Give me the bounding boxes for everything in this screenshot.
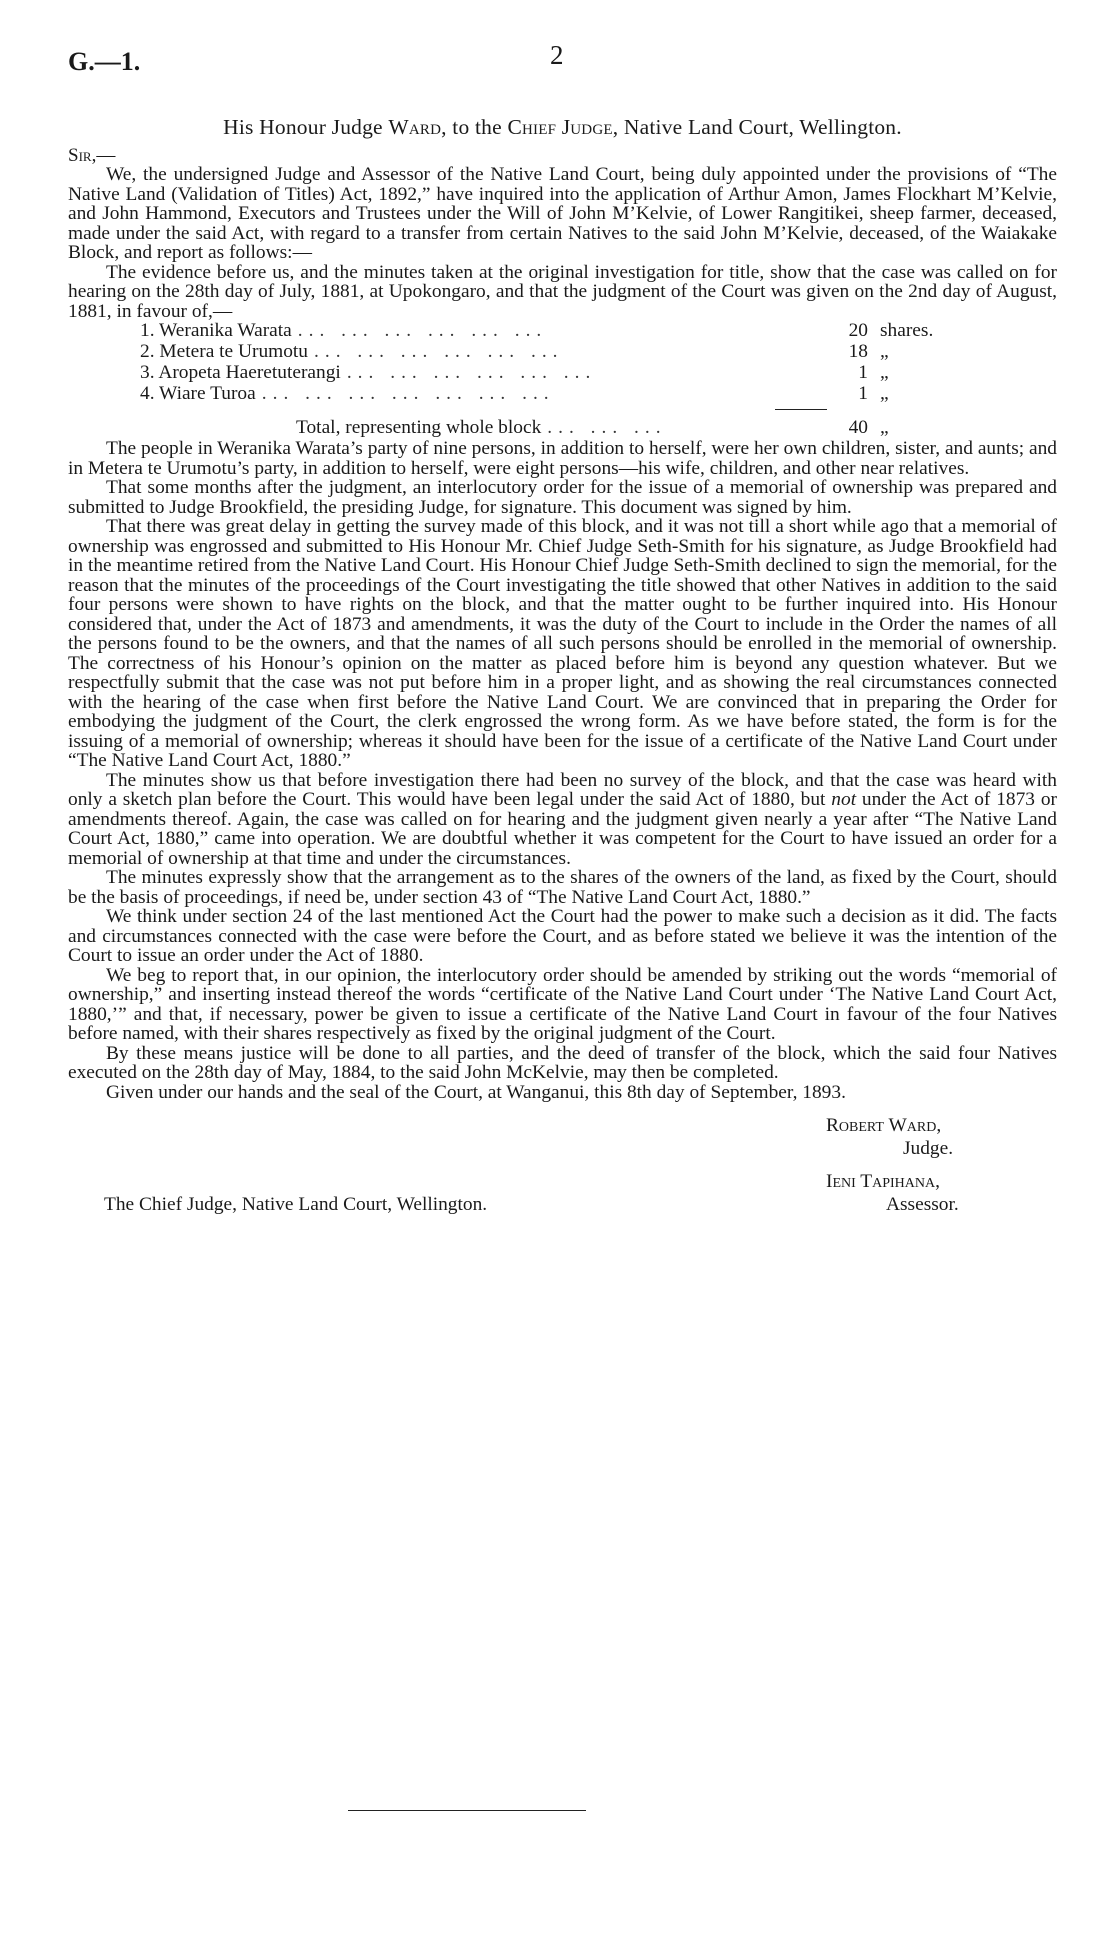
leader-dots: ... ... ... ... ... ... — [314, 342, 564, 362]
salutation: Sir,— — [68, 144, 116, 166]
letter-heading — [68, 115, 1057, 139]
paragraph-10: By these means justice will be done to all parties, and the deed of transfer of the block, which the said four Natives executed on the 28th day of May, 1884, to the said John McKelvie, may then be completed. — [68, 1042, 1057, 1083]
share-owner: 3. Aropeta Haeretuterangi — [140, 362, 341, 383]
judge-title: Judge. — [903, 1138, 954, 1159]
total-label: Total, representing whole block — [296, 417, 542, 438]
share-count: 18 — [848, 341, 868, 362]
share-row — [140, 384, 980, 405]
heading-prefix: His Honour Judge — [223, 115, 389, 139]
share-unit: „ — [880, 362, 889, 383]
paragraph-4: That some months after the judgment, an interlocutory order for the issue of a memorial of ownership was prepared and submitted to Judge Brookfield, the presiding Judge, for signature. This document was signed by him. — [68, 477, 1057, 518]
share-unit: „ — [880, 383, 889, 404]
judge-name: Robert Ward, — [826, 1115, 942, 1136]
paragraph-7: The minutes expressly show that the arrangement as to the shares of the owners of the land, as fixed by the Court, should be the basis of proceedings, if need be, under section 43 of “The Native Land Court Act, 1880.” — [68, 867, 1057, 908]
leader-dots: ... ... ... — [547, 418, 667, 438]
paragraph-3: The people in Weranika Warata’s party of nine persons, in addition to herself, were her own children, sister, and aunts; and in Metera te Urumotu’s party, in addition to herself, were eight persons—his wife, children, and other near relatives. — [68, 438, 1057, 479]
paragraph-6-part-a: The minutes show us that before investigation there had been no survey of the block, and that the case was heard with only a sketch plan before the Court. This would have been legal under the said Act of 1880, but — [68, 769, 1057, 810]
document-page — [0, 40, 1114, 1954]
leader-dots: ... ... ... ... ... ... — [346, 363, 597, 383]
paragraph-6-part-b: under the Act of 1873 or amendments thereof. Again, the case was called on for hearing and the judgment given nearly a year after “The Native Land Court Act, 1880,” came into operation. We are doubtful whether it was competent for the Court to have issued an order for a memorial of ownership at that time and under the circumstances. — [68, 789, 1057, 869]
paragraph-8: We think under section 24 of the last mentioned Act the Court had the power to make such a decision as it did. The facts and circumstances connected with the case were before the Court, and as before stated we believe it was the intention of the Court to issue an order under the Act of 1880. — [68, 906, 1057, 966]
shares-table — [140, 321, 980, 405]
closing-rule — [348, 1810, 586, 1811]
share-owner: 1. Weranika Warata — [140, 320, 292, 341]
total-row — [296, 418, 980, 439]
total-count: 40 — [848, 417, 868, 438]
paragraph-6-emphasis: not — [831, 789, 857, 810]
signature-block — [68, 1116, 1057, 1246]
share-count: 1 — [858, 383, 868, 404]
total-rule — [775, 409, 827, 418]
paragraph-1: We, the undersigned Judge and Assessor of the Native Land Court, being duly appointed under the provisions of “The Native Land (Validation of Titles) Act, 1892,” have inquired into the application of Arthur Amon, James Flockhart M’Kelvie, and John Hammond, Executors and Trustees under the Will of John M’Kelvie, of Lower Rangitikei, sheep farmer, deceased, made under the said Act, with regard to a transfer from certain Natives to the said John M’Kelvie, deceased, of the Waiakake Block, and report as follows:— — [68, 164, 1057, 263]
leader-dots: ... ... ... ... ... ... — [297, 321, 548, 341]
leader-dots: ... ... ... ... ... ... ... — [261, 384, 555, 404]
addressee: The Chief Judge, Native Land Court, Wellington. — [104, 1194, 488, 1215]
paragraph-9: We beg to report that, in our opinion, the interlocutory order should be amended by striking out the words “memorial of ownership,” and inserting instead thereof the words “certificate of the Native Land Court under ‘The Native Land Court Act, 1880,’” and that, if necessary, power be given to issue a certificate of the Native Land Court in favour of the four Natives before named, with their shares respectively as fixed by the original judgment of the Court. — [68, 964, 1057, 1044]
share-row — [140, 363, 980, 384]
paper-reference: G.—1. — [68, 47, 141, 76]
share-count: 1 — [858, 362, 868, 383]
share-row — [140, 321, 980, 342]
page-header — [68, 40, 1057, 92]
paragraph-5: That there was great delay in getting the survey made of this block, and it was not till a short while ago that a memorial of ownership was engrossed and submitted to His Honour Mr. Chief Judge Seth-Smith for his signature, as Judge Brookfield had in the meantime retired from the Native Land Court. His Honour Chief Judge Seth-Smith declined to sign the memorial, for the reason that the minutes of the proceedings of the Court investigating the title showed that other Natives in addition to the said four persons were shown to have rights on the block, and that the matter ought to be further inquired into. His Honour considered that, under the Act of 1873 and amendments, it was the duty of the Court to include in the Order the names of all the persons found to be the owners, and that the names of all such persons should be enrolled in the memorial of ownership. The correctness of his Honour’s opinion on the matter as placed before him is beyond any question whatever. But we respectfully submit that the case was not put before him in a proper light, and as showing the real circumstances connected with the hearing of the case when first before the Native Land Court. We are convinced that in preparing the Order for embodying the judgment of the Court, the clerk engrossed the wrong form. As we have before stated, the form is for the issuing of a memorial of ownership; whereas it should have been for the issue of a certificate of the Native Land Court under “The Native Land Court Act, 1880.” — [68, 516, 1057, 771]
paragraph-11: Given under our hands and the seal of the Court, at Wanganui, this 8th day of September, 1893. — [106, 1081, 846, 1103]
share-owner: 2. Metera te Urumotu — [140, 341, 309, 362]
paragraph-2: The evidence before us, and the minutes taken at the original investigation for title, show that the case was called on for hearing on the 28th day of July, 1881, at Upokongaro, and that the judgment of the Court was given on the 2nd day of August, 1881, in favour of,— — [68, 261, 1057, 322]
share-row — [140, 342, 980, 363]
total-unit: „ — [880, 417, 889, 438]
page-number: 2 — [550, 40, 564, 70]
paragraph-6 — [68, 771, 1057, 869]
share-owner: 4. Wiare Turoa — [140, 383, 256, 404]
heading-mid: , to the — [441, 115, 508, 139]
share-unit: shares. — [880, 320, 934, 341]
assessor-name: Ieni Tapihana, — [826, 1171, 940, 1192]
heading-name: Ward — [388, 115, 442, 139]
heading-suffix: , Native Land Court, Wellington. — [612, 115, 902, 139]
heading-recipient: Chief Judge — [507, 115, 613, 139]
assessor-title: Assessor. — [886, 1194, 959, 1215]
share-count: 20 — [848, 320, 868, 341]
share-unit: „ — [880, 341, 889, 362]
